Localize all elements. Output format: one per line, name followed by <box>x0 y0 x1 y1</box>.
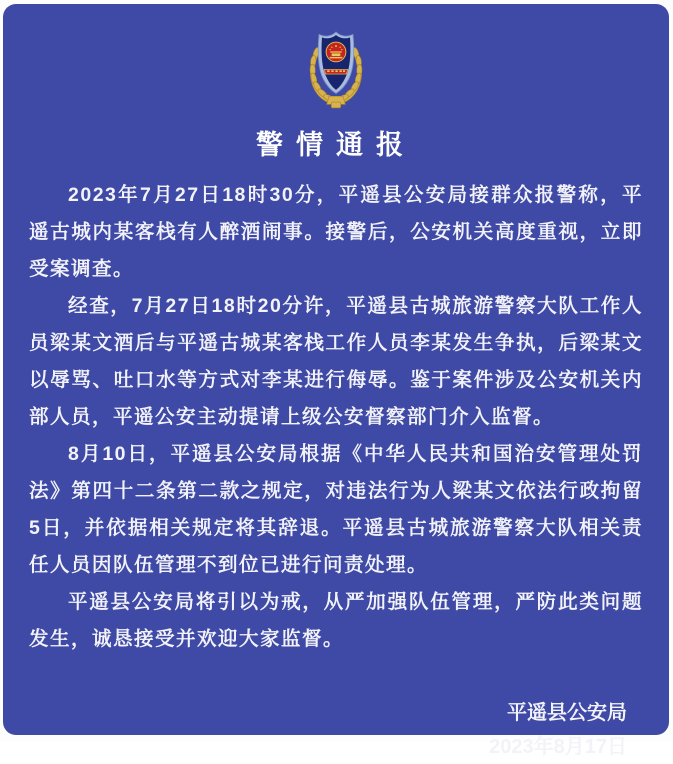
badge-container <box>29 27 643 115</box>
paragraph-1: 2023年7月27日18时30分，平遥县公安局接群众报警称，平遥古城内某客栈有人醉酒闹事。接警后，公安机关高度重视，立即受案调查。 <box>29 184 643 280</box>
paragraph-2: 经查，7月27日18时20分许，平遥县古城旅游警察大队工作人员梁某文酒后与平遥古城某客栈工作人员李某发生争执，后梁某文以辱骂、吐口水等方式对李某进行侮辱。鉴于案件涉及公安机关内部人员，平遥公安主动提请上级公安督察部门介入监督。 <box>29 295 643 428</box>
signature-agency: 平遥县公安局 <box>507 702 627 724</box>
signature-date: 2023年8月17日 <box>489 736 627 758</box>
notice-title: 警情通报 <box>256 130 416 160</box>
signature-block <box>29 696 643 764</box>
paragraph-4: 平遥县公安局将引以为戒，从严加强队伍管理，严防此类问题发生，诚恳接受并欢迎大家监督。 <box>29 591 643 650</box>
police-badge-icon <box>301 27 371 113</box>
notice-body <box>29 177 643 658</box>
notice-card <box>3 4 669 758</box>
paragraph-3: 8月10日，平遥县公安局根据《中华人民共和国治安管理处罚法》第四十二条第二款之规定，对违法行为人梁某文依法行政拘留5日，并依据相关规定将其辞退。平遥县古城旅游警察大队相关责任人员因队伍管理不到位已进行问责处理。 <box>29 443 643 576</box>
